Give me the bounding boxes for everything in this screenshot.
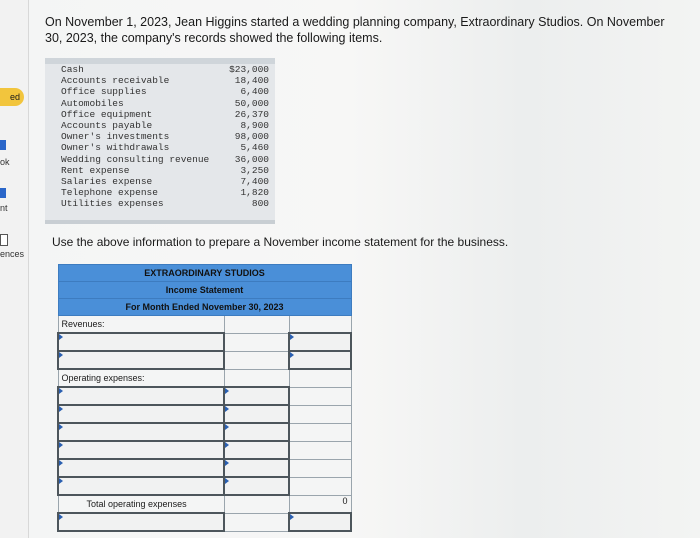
instruction: Use the above information to prepare a November income statement for the business. [52,235,509,249]
account-value: 6,400 [240,86,269,98]
account-value: 7,400 [240,176,269,188]
account-item [45,176,275,187]
account-name: Office equipment [61,108,153,120]
account-item [45,187,275,198]
account-name: Automobiles [61,97,124,109]
account-value: 3,250 [240,164,269,176]
net-income-amount-input[interactable] [289,513,351,531]
references-icon [0,234,8,246]
expense-account-select[interactable] [58,423,224,441]
sidebar-item-ebook[interactable]: ok [0,157,10,167]
account-value: 26,370 [234,108,269,120]
expense-account-select[interactable] [58,387,224,405]
account-value: 36,000 [234,153,269,165]
account-name: Office supplies [61,86,147,98]
total-opex-label: Total operating expenses [58,495,224,513]
book-icon [0,140,6,150]
account-item [45,154,275,165]
revenue-account-select[interactable] [58,351,224,369]
statement-period: For Month Ended November 30, 2023 [58,299,351,316]
expense-account-select[interactable] [58,441,224,459]
expense-amount-input[interactable] [224,423,289,441]
net-income-label-select[interactable] [58,513,224,531]
revenue-amount-input[interactable] [289,333,351,351]
problem-intro: On November 1, 2023, Jean Higgins started a wedding planning company, Extraordinary Studios. On November 30, 2023, the company's records showed the following items. [45,15,665,45]
expense-amount-input[interactable] [224,405,289,423]
sidebar [0,0,29,538]
account-item [45,142,275,153]
account-name: Telephone expense [61,187,158,199]
revenue-account-select[interactable] [58,333,224,351]
company-name: EXTRAORDINARY STUDIOS [58,265,351,282]
income-statement-table [57,264,352,532]
revenues-label: Revenues: [58,316,224,334]
account-value: 5,460 [240,142,269,154]
expense-amount-input[interactable] [224,387,289,405]
account-value: 8,900 [240,120,269,132]
statement-title: Income Statement [58,282,351,299]
expense-account-select[interactable] [58,459,224,477]
account-name: Salaries expense [61,176,153,188]
account-item [45,198,275,209]
account-item [45,131,275,142]
expense-account-select[interactable] [58,405,224,423]
account-name: Owner's investments [61,131,170,143]
account-name: Cash [61,64,84,75]
account-item [45,109,275,120]
revenue-amount-input[interactable] [289,351,351,369]
account-value: 18,400 [234,75,269,87]
account-item [45,165,275,176]
expense-amount-input[interactable] [224,459,289,477]
account-item [45,120,275,131]
sidebar-item-status[interactable]: ed [0,88,24,106]
expense-account-select[interactable] [58,477,224,495]
account-name: Accounts receivable [61,75,170,87]
account-item [45,98,275,109]
sidebar-item-print[interactable]: nt [0,203,8,213]
account-name: Accounts payable [61,120,153,132]
account-value: 98,000 [234,131,269,143]
account-list [45,58,275,224]
account-item [45,86,275,97]
account-value: 800 [251,198,269,210]
total-opex-value: 0 [289,495,351,513]
account-value: 1,820 [240,187,269,199]
account-name: Owner's withdrawals [61,142,170,154]
print-icon [0,188,6,198]
sidebar-item-references[interactable]: ences [0,249,25,259]
expense-amount-input[interactable] [224,477,289,495]
expense-amount-input[interactable] [224,441,289,459]
account-name: Wedding consulting revenue [61,153,210,165]
account-item [45,64,275,75]
account-value: 50,000 [234,97,269,109]
account-name: Rent expense [61,164,130,176]
account-item [45,75,275,86]
account-value: $23,000 [229,64,269,75]
account-name: Utilities expenses [61,198,164,210]
opex-label: Operating expenses: [58,369,224,387]
